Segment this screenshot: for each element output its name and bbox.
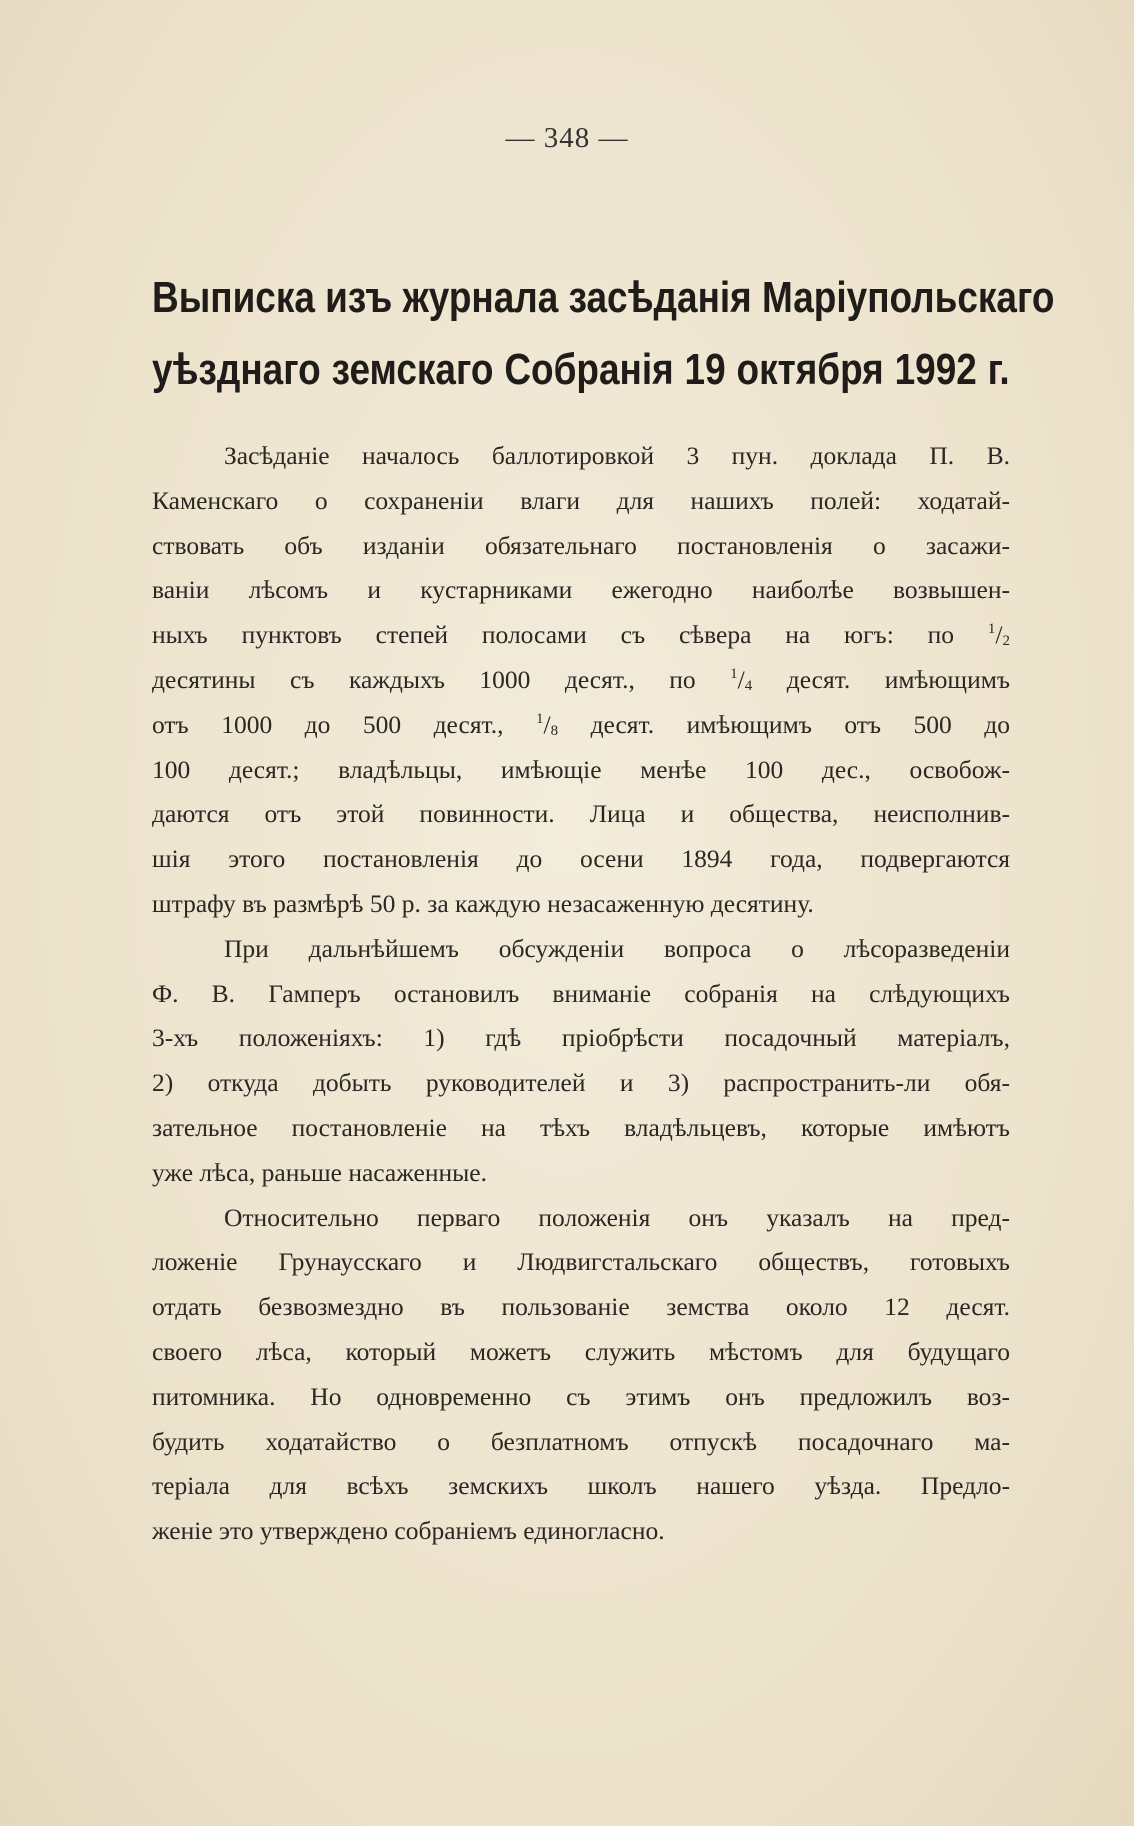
text-line: уже лѣса, раньше насаженные. [152,1157,487,1187]
text-line [152,613,1010,658]
text-line: Относительно перваго положенія онъ указалъ на пред- [224,1202,1010,1232]
text-line: При дальнѣйшемъ обсужденіи вопроса о лѣсоразведеніи [224,933,1010,963]
fraction-numerator: 1 [536,710,544,727]
fraction-denominator: 8 [550,722,559,739]
text-line: даются отъ этой повинности. Лица и общества, неисполнив- [152,799,1010,829]
fraction-quarter: $^1/_4$ [730,664,753,694]
text-line: теріала для всѣхъ земскихъ школъ нашего уѣзда. Предло- [152,1471,1010,1501]
text-segment: десятины съ каждыхъ 1000 десят., по [152,664,696,694]
fraction-eighth: $^1/_8$ [536,709,559,739]
text-segment: ныхъ пунктовъ степей полосами съ сѣвера на югъ: по [152,620,955,650]
text-line: 3-хъ положеніяхъ: 1) гдѣ пріобрѣсти посадочный матеріалъ, [152,1023,1010,1053]
text-line: ложеніе Грунаусскаго и Людвигстальскаго обществъ, готовыхъ [152,1247,1010,1277]
fraction-numerator: 1 [730,665,738,682]
text-line: ваніи лѣсомъ и кустарниками ежегодно наиболѣе возвышен- [152,575,1010,605]
page-number: — 348 — [505,122,629,154]
text-line: своего лѣса, который можетъ служить мѣстомъ для будущаго [152,1336,1010,1366]
text-line: шія этого постановленія до осени 1894 года, подвергаются [152,844,1010,874]
text-line: отдать безвозмездно въ пользованіе земства около 12 десят. [152,1292,1010,1322]
text-line: Каменскаго о сохраненіи влаги для нашихъ полей: ходатай- [152,485,1010,515]
fraction-numerator: 1 [987,621,996,638]
fraction-half: $^1/_2$ [987,620,1010,650]
title-line-2: уѣзднаго земскаго Собранія 19 октября 1992 г. [152,345,1010,394]
text-line: ствовать объ изданіи обязательнаго постановленія о засажи- [152,530,1010,560]
text-line [152,703,1010,748]
text-line: будить ходатайство о безплатномъ отпускѣ посадочнаго ма- [152,1426,1010,1456]
text-segment: десят. имѣющимъ [786,664,1011,694]
document-title [152,262,1055,406]
text-line: женіе это утверждено собраніемъ единогласно. [152,1516,665,1546]
title-line-1: Выписка изъ журнала засѣданія Маріупольскаго [152,273,1055,322]
text-line: Засѣданіе началось баллотировкой 3 пун. доклада П. В. [224,441,1010,470]
text-line: штрафу въ размѣрѣ 50 р. за каждую незасаженную десятину. [152,888,814,918]
text-line: Ф. В. Гамперъ остановилъ вниманіе собранія на слѣдующихъ [152,978,1010,1008]
text-line: 2) откуда добыть руководителей и 3) распространить-ли обя- [152,1068,1010,1098]
body-text [152,434,1010,1554]
text-segment: десят. имѣющимъ отъ 500 до [590,709,1011,739]
fraction-denominator: 4 [744,677,753,694]
text-segment: отъ 1000 до 500 десят., [152,709,504,739]
text-line: питомника. Но одновременно съ этимъ онъ предложилъ воз- [152,1381,1010,1411]
fraction-denominator: 2 [1002,633,1010,650]
text-line: 100 десят.; владѣльцы, имѣющіе менѣе 100 дес., освобож- [152,754,1010,784]
text-line: зательное постановленіе на тѣхъ владѣльцевъ, которые имѣютъ [152,1112,1010,1142]
text-line [152,658,1010,703]
